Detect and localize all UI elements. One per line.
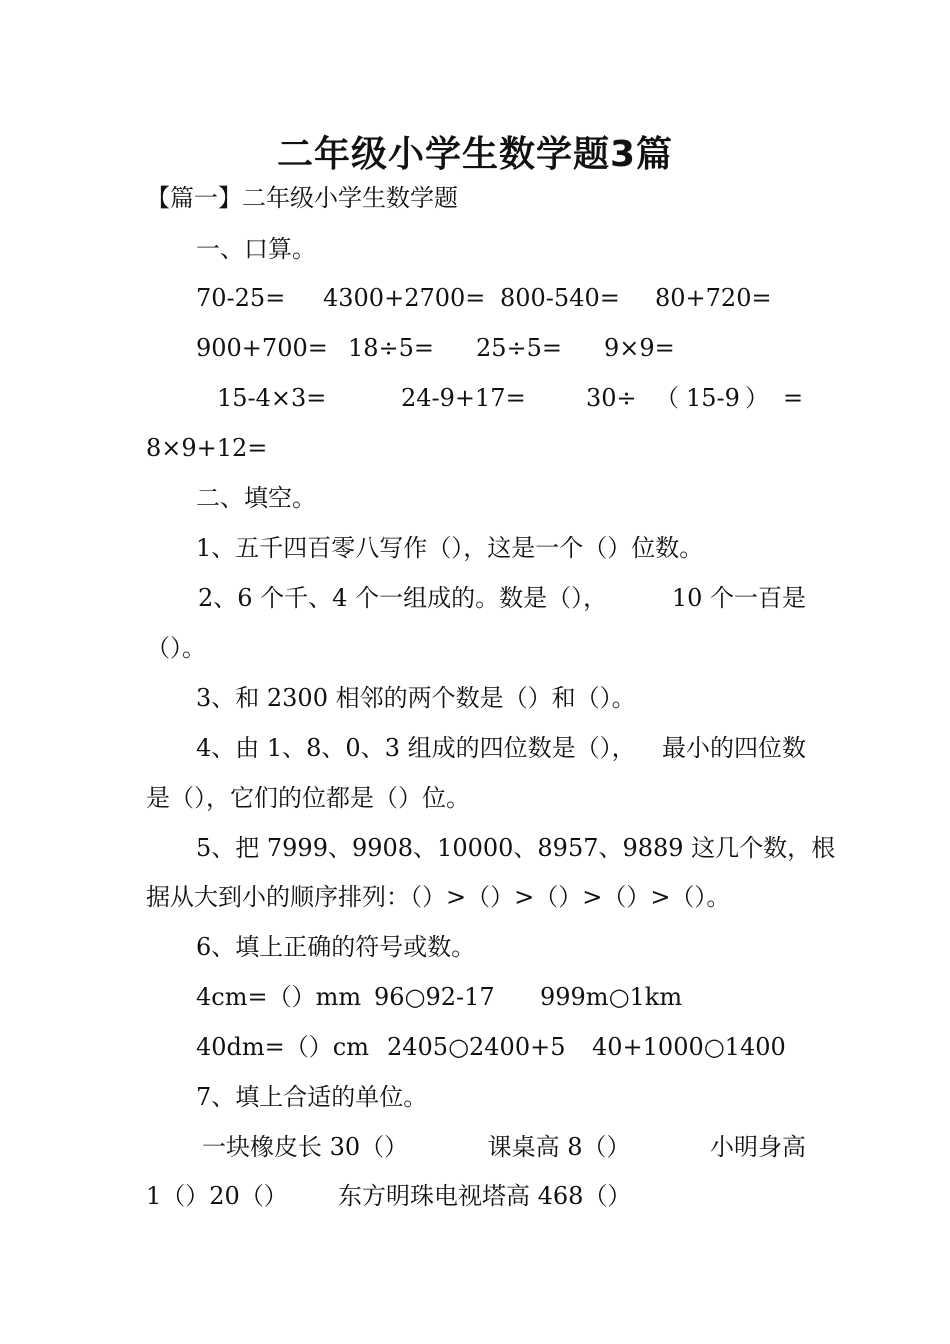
fill-item: 40dm=（）cm [196, 1033, 369, 1061]
fill-item: 一块橡皮长 30（） [202, 1133, 409, 1161]
question-text: 最小的四位数 [662, 734, 806, 762]
math-item: 25÷5= [476, 334, 563, 362]
math-item: 70-25= [196, 284, 286, 312]
math-item: 9×9= [604, 334, 675, 362]
mental-math-row-4: 8×9+12= [146, 434, 268, 462]
mental-math-row-1 [0, 282, 950, 314]
question-6: 6、填上正确的符号或数。 [196, 933, 476, 961]
part1-heading: 一、口算。 [196, 235, 316, 263]
question-4-line-2: 是（），它们的位都是（）位。 [146, 784, 470, 812]
question-text: 4、由 1、8、0、3 组成的四位数是（）， [196, 734, 636, 762]
math-item: 18÷5= [348, 334, 435, 362]
part2-heading: 二、填空。 [196, 484, 316, 512]
fill-item: 1（）20（） [146, 1182, 288, 1210]
math-item: 15-9 [686, 384, 740, 412]
math-item: （ [655, 384, 679, 412]
fill-item: 小明身高 [709, 1133, 806, 1161]
question-2-line-1 [198, 582, 806, 614]
math-item: 900+700= [196, 334, 328, 362]
math-item: 24-9+17= [401, 384, 526, 412]
question-4-line-1 [196, 732, 806, 764]
question-6-row-2 [0, 1031, 950, 1063]
question-5-line-1 [196, 832, 836, 864]
question-text: 5、把 7999、9908、10000、8957、9889 这几个数， [196, 834, 812, 862]
section-header: 【篇一】二年级小学生数学题 [146, 184, 458, 212]
mental-math-row-3 [0, 382, 950, 414]
mental-math-row-2 [0, 332, 950, 364]
question-text: 10 个一百是 [671, 584, 806, 612]
fill-item: 2405○2400+5 [387, 1033, 566, 1061]
math-item: 15-4×3= [217, 384, 327, 412]
math-item: 80+720= [655, 284, 772, 312]
fill-item: 东方明珠电视塔高 468（） [338, 1182, 632, 1210]
question-text: 根 [811, 834, 836, 862]
question-5-line-2: 据从大到小的顺序排列：（）>（）>（）>（）>（）。 [146, 883, 731, 911]
math-item: = [783, 384, 804, 412]
fill-item: 4cm=（）mm [196, 983, 362, 1011]
fill-item: 96○92-17 [374, 983, 495, 1011]
math-item: ） [745, 384, 769, 412]
question-7-line-2 [0, 1180, 950, 1212]
math-item: 4300+2700= [323, 284, 486, 312]
fill-item: 课桌高 8（） [487, 1133, 631, 1161]
question-6-row-1 [0, 981, 950, 1013]
question-2-line-2: （）。 [146, 634, 206, 662]
math-item: 30÷ [586, 384, 637, 412]
question-7-line-1 [202, 1131, 806, 1163]
question-1: 1、五千四百零八写作（），这是一个（）位数。 [196, 534, 704, 562]
question-text: 2、6 个千、4 个一组成的。数是（）， [198, 584, 608, 612]
math-item: 800-540= [500, 284, 620, 312]
question-3: 3、和 2300 相邻的两个数是（）和（）。 [196, 684, 636, 712]
question-7: 7、填上合适的单位。 [196, 1083, 428, 1111]
fill-item: 40+1000○1400 [592, 1033, 786, 1061]
document-title: 二年级小学生数学题3篇 [276, 134, 674, 175]
fill-item: 999m○1km [540, 983, 683, 1011]
